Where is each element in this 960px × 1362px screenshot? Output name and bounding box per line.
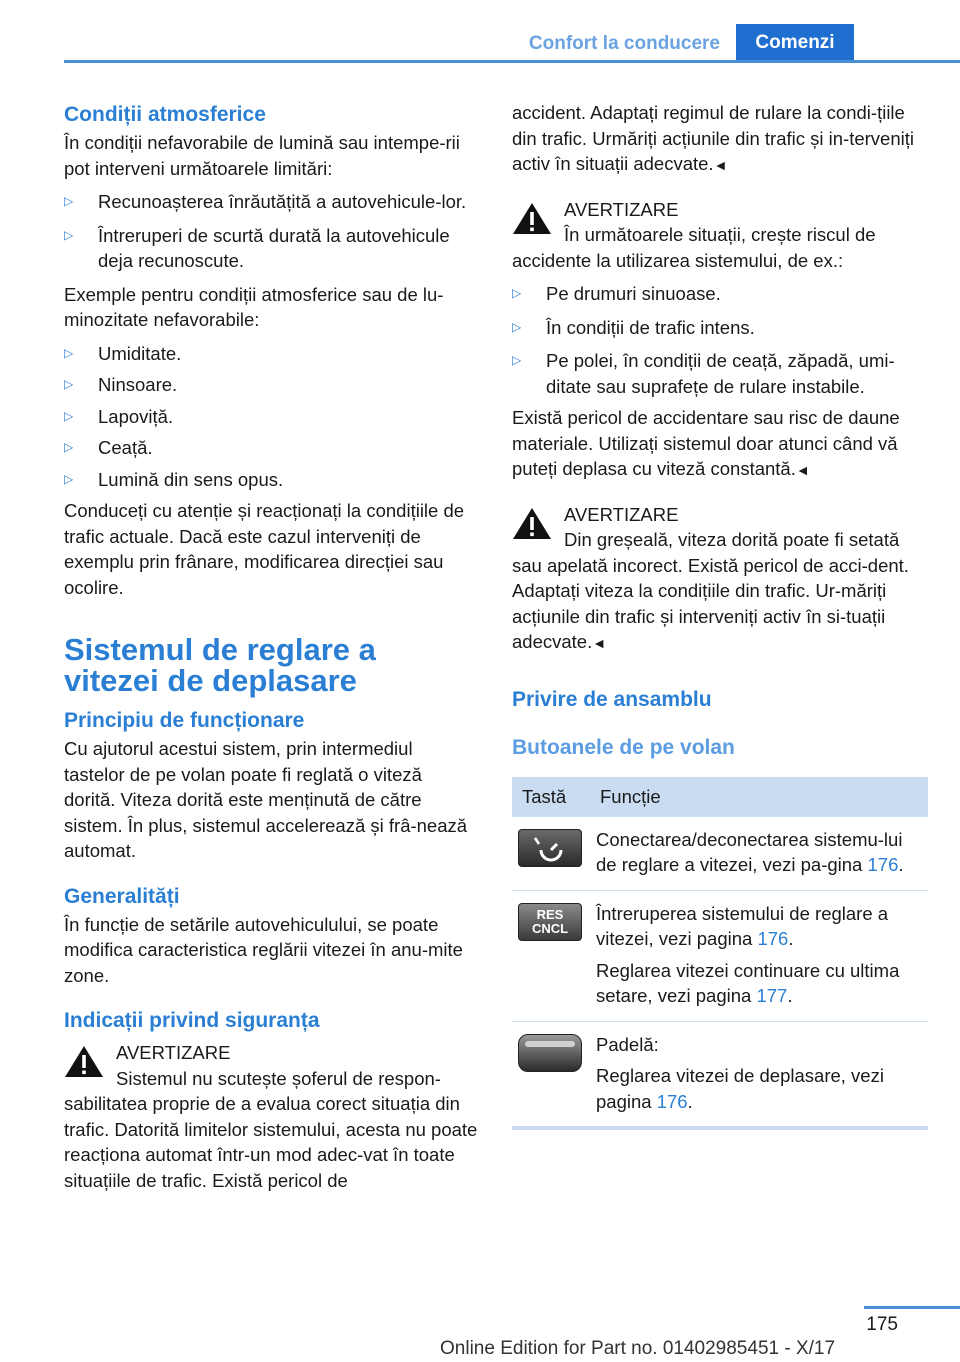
warning-block-2 (512, 197, 928, 274)
heading-general: Generalități (64, 884, 180, 908)
paragraph-principle: Cu ajutorul acestui sistem, prin intermediul tastelor de pe volan poate fi reglată o viteză dorită. Viteza dorită este menținută de către sistem. În plus, sistemul accelerează și frâ-nează automat. (64, 738, 468, 861)
online-edition-note: Online Edition for Part no. 01402985451 - X/17 (440, 1338, 836, 1359)
buttons-table (512, 777, 928, 1131)
function-text: Reglarea vitezei continuare cu ultima setare, vezi pagina (596, 959, 900, 1006)
table-row (512, 817, 928, 891)
paragraph-atmospheric-intro: În condiții nefavorabile de lumină sau intempe-rii pot interveni următoarele limitări: (64, 132, 460, 179)
paragraph-drive-carefully: Conduceți cu atenție și reacționați la condițiile de trafic actuale. Dacă este cazul interveniți de exemplu prin frânare, modificarea direcției sau ocolire. (64, 500, 465, 598)
res-cncl-button-icon (518, 903, 582, 941)
warning-triangle-icon (64, 1044, 104, 1078)
function-text: Reglarea vitezei de deplasare, vezi pagina (596, 1065, 884, 1112)
warning-triangle-icon (512, 201, 552, 235)
footer-rule (864, 1306, 960, 1309)
warning-block-3 (512, 502, 928, 657)
column-header-key: Tastă (512, 777, 590, 817)
warning-1-first-line: Sistemul nu scutește șoferul de respon- (116, 1067, 441, 1089)
list-item: ▷ Pe drumuri sinuoase. (512, 283, 721, 304)
page-link[interactable]: 177 (756, 985, 788, 1006)
warning-block-1 (64, 1040, 478, 1193)
heading-overview: Privire de ansamblu (512, 687, 712, 711)
triangle-bullet-icon: ▷ (64, 194, 74, 208)
function-text: Padelă: (596, 1033, 659, 1055)
warning-3-text-wrap (512, 553, 928, 657)
column-header-function: Funcție (590, 777, 928, 817)
key-cell (512, 817, 590, 891)
list-item: ▷ În condiții de trafic intens. (512, 316, 755, 338)
list-item: ▷ Recunoașterea înrăutățită a autovehicule-lor. (64, 191, 467, 212)
example-bullet-list (64, 341, 478, 493)
paragraph-general: În funcție de setările autovehiculului, se poate modifica caracteristica reglării vitezei în anu-mite zone. (64, 913, 463, 986)
warning-label: AVERTIZARE (564, 198, 679, 220)
page-link[interactable]: 176 (757, 928, 789, 949)
heading-safety-notes: Indicații privind siguranța (64, 1009, 320, 1032)
heading-atmospheric-conditions: Condiții atmosferice (64, 103, 266, 126)
function-text: Întreruperea sistemului de reglare a vitezei, vezi pagina (596, 902, 889, 949)
key-cell (512, 1021, 590, 1128)
rocker-paddle-icon (518, 1034, 582, 1072)
triangle-bullet-icon: ▷ (512, 286, 522, 300)
triangle-bullet-icon: ▷ (512, 319, 522, 334)
function-text: Conectarea/deconectarea sistemu-lui de reglare a vitezei, vezi pa-gina (596, 828, 903, 875)
warning-3-text: sau apelată incorect. Există pericol de acci-dent. Adaptați viteza la condițiile din trafic. Ur-măriți acțiunile din trafic și interveniți activ în si-tuații adecvate. (512, 554, 909, 652)
list-item: ▷ Pe polei, în condiții de ceață, zăpadă, umi-ditate sau suprafețe de rulare instabile. (512, 350, 895, 397)
list-item: ▷ Umiditate. (64, 342, 182, 364)
header-chapter-tab: Comenzi (736, 24, 854, 62)
left-column (64, 100, 478, 1193)
list-item: ▷ Ninsoare. (64, 374, 178, 395)
list-item: ▷ Ceață. (64, 437, 153, 458)
function-cell: Padelă: Reglarea vitezei de deplasare, vezi pagina 176. (590, 1021, 928, 1128)
triangle-bullet-icon: ▷ (64, 227, 74, 242)
triangle-bullet-icon: ▷ (64, 377, 74, 391)
page-number: 175 (866, 1314, 898, 1335)
end-mark: ◄ (795, 462, 810, 478)
end-mark: ◄ (592, 635, 607, 651)
table-row (512, 890, 928, 1021)
risk-bullet-list (512, 281, 928, 399)
header-section-title: Confort la conducere (528, 33, 720, 54)
table-row (512, 1021, 928, 1128)
triangle-bullet-icon: ▷ (64, 471, 74, 486)
warning-2-text: accidente la utilizarea sistemului, de ex.: (512, 249, 844, 271)
key-cell (512, 890, 590, 1021)
table-header-row (512, 777, 928, 817)
heading-operating-principle: Principiu de funcționare (64, 709, 305, 732)
warning-label: AVERTIZARE (564, 503, 679, 525)
right-column (512, 100, 928, 1130)
list-item: ▷ Lapoviță. (64, 405, 174, 427)
triangle-bullet-icon: ▷ (64, 345, 74, 360)
paragraph-risk: Există pericol de accidentare sau risc de daune materiale. Utilizați sistemul doar atunci când vă puteți deplasa cu viteză constantă.◄ (512, 407, 900, 479)
heading-steering-wheel-buttons: Butoanele de pe volan (512, 735, 735, 759)
triangle-bullet-icon: ▷ (512, 353, 522, 367)
page-header (0, 0, 960, 64)
warning-1-text: sabilitatea proprie de a evalua corect situația din trafic. Datorită limitelor sistemului, acesta nu poate reacționa automat într-un mod adec-vat în toate situațiile de trafic. Există pericol de (64, 1093, 478, 1191)
list-item: ▷ Lumină din sens opus. (64, 468, 284, 490)
function-cell: Conectarea/deconectarea sistemu-lui de reglare a vitezei, vezi pa-gina 176. (590, 817, 928, 891)
function-cell: Întreruperea sistemului de reglare a vitezei, vezi pagina 176. Reglarea vitezei continuare cu ultima setare, vezi pagina 177. (590, 890, 928, 1021)
list-item: ▷ Întreruperi de scurtă durată la autovehicule deja recunoscute. (64, 224, 450, 271)
atmos-bullet-list (64, 189, 478, 274)
cruise-control-toggle-icon (518, 829, 582, 867)
page-link[interactable]: 176 (656, 1090, 688, 1112)
end-mark: ◄ (713, 157, 728, 173)
triangle-bullet-icon: ▷ (64, 408, 74, 423)
triangle-bullet-icon: ▷ (64, 440, 74, 454)
warning-1-continuation: accident. Adaptați regimul de rulare la condi-țiile din trafic. Urmăriți acțiunile din trafic și in-terveniți activ în situații adecvate.◄ (512, 102, 914, 174)
heading-cruise-control-system: Sistemul de reglare a vitezei de deplasare (64, 632, 376, 698)
warning-label: AVERTIZARE (116, 1042, 231, 1063)
header-rule (64, 60, 960, 63)
warning-triangle-icon (512, 506, 552, 540)
warning-2-first-line: În următoarele situații, crește riscul de (564, 224, 876, 245)
warning-3-first-line: Din greșeală, viteza dorită poate fi setată (564, 529, 900, 550)
paragraph-examples: Exemple pentru condiții atmosferice sau de lu-minozitate nefavorabile: (64, 283, 444, 330)
page-link[interactable]: 176 (867, 854, 899, 875)
res-cncl-label: RES CNCL (531, 906, 569, 936)
